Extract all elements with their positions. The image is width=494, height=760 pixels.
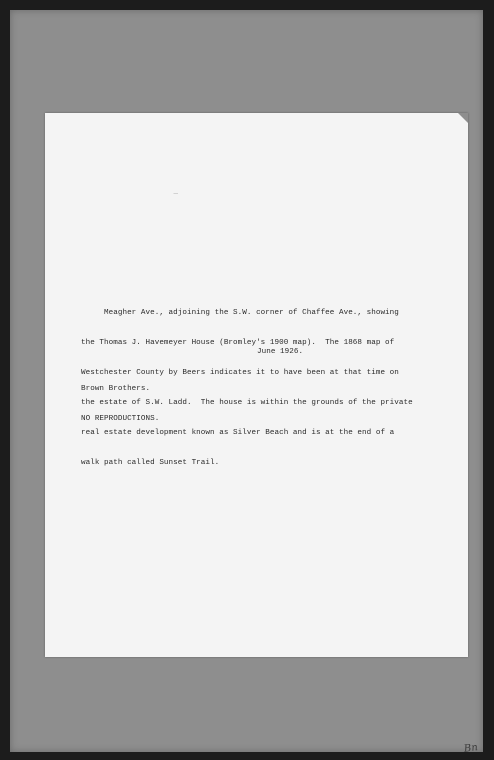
pencil-note: Bn [463,742,479,755]
folded-corner [458,113,468,123]
caption-line: the Thomas J. Havemeyer House (Bromley's 1900 map). The 1868 map of [81,339,395,347]
mount-board [10,10,483,752]
caption-line: Westchester County by Beers indicates it to have been at that time on [81,369,399,377]
caption-line: Meagher Ave., adjoining the S.W. corner of Chaffee Ave., showing [81,309,399,317]
caption-line: the estate of S.W. Ladd. The house is within the grounds of the private [81,399,413,407]
date-line: June 1926. [257,348,304,356]
credit-line: NO REPRODUCTIONS. [81,415,160,423]
credit-block [81,364,159,444]
credit-line: Brown Brothers. [81,385,151,393]
caption-line: walk path called Sunset Trail. [81,459,220,467]
typed-sheet [45,113,468,657]
caption-line: real estate development known as Silver Beach and is at the end of a [81,429,395,437]
